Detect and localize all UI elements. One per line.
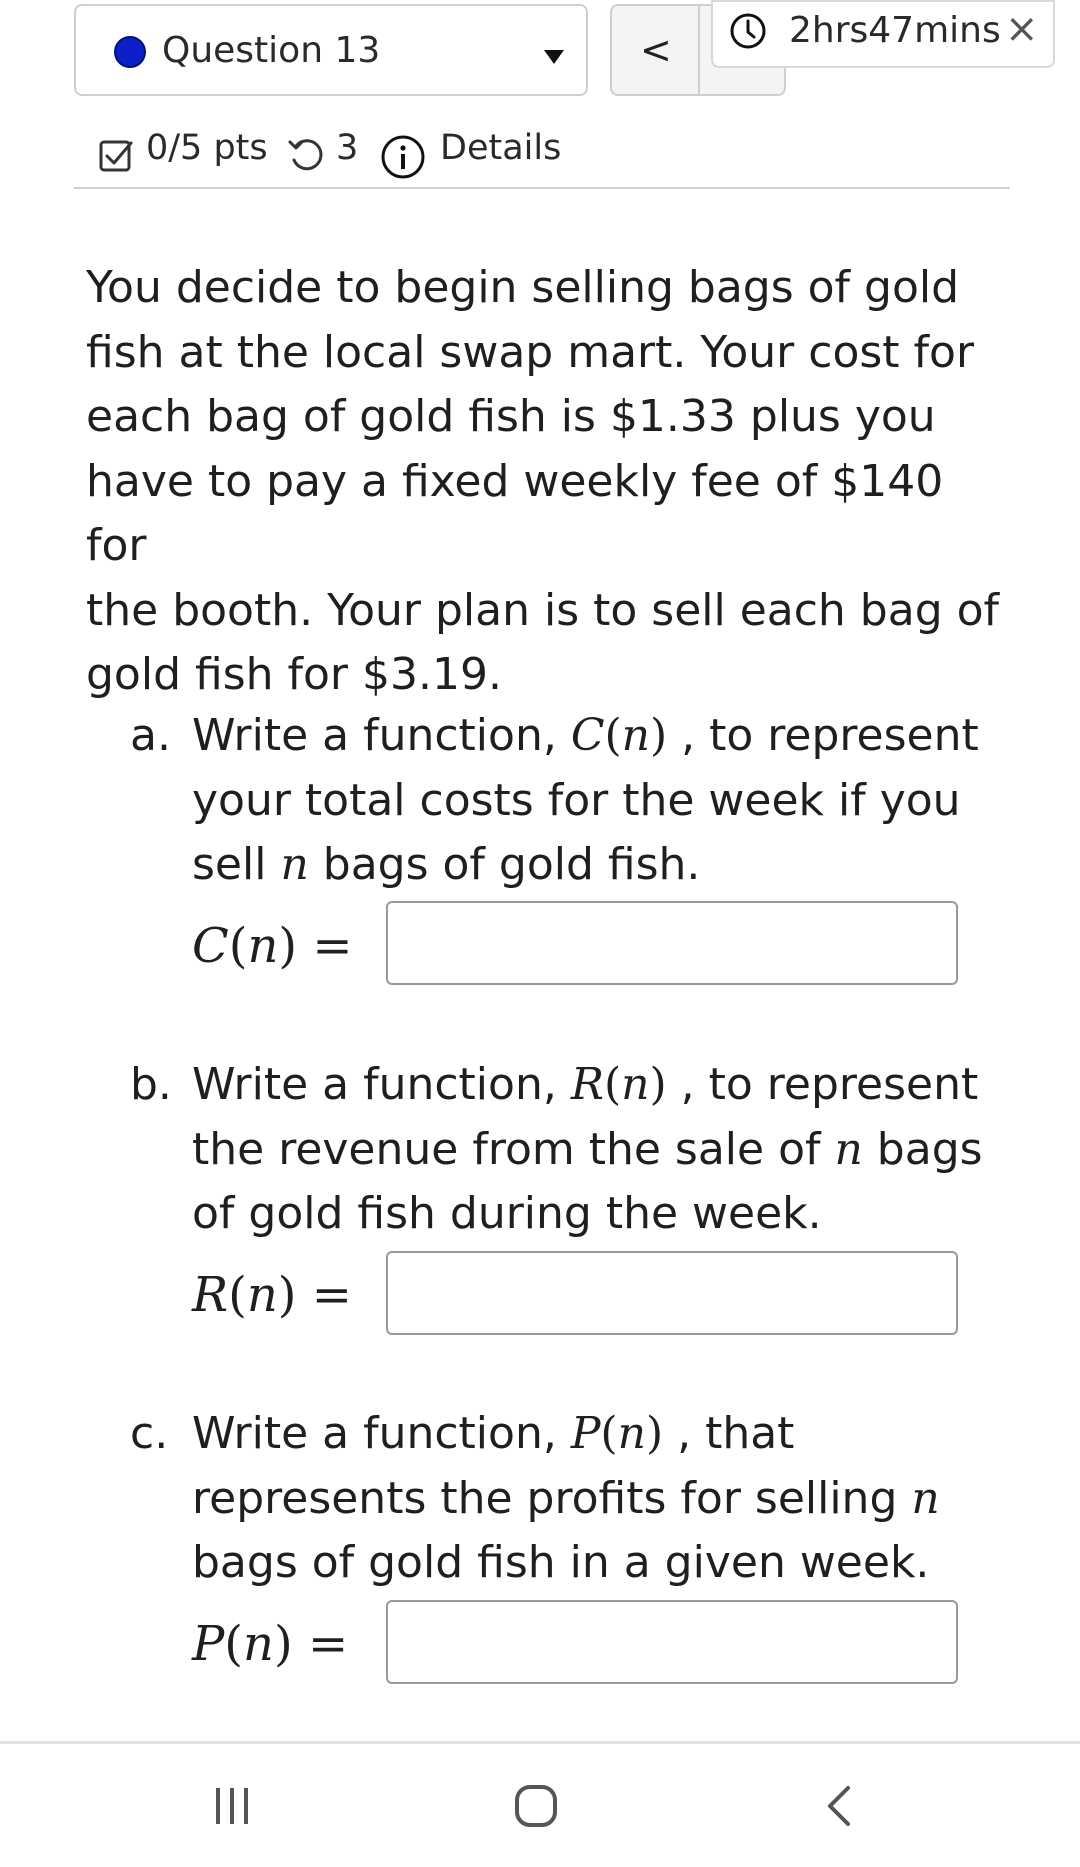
question-line: gold fish for $3.19. bbox=[86, 649, 502, 700]
points-text: 0/5 pts bbox=[146, 128, 268, 168]
home-icon[interactable] bbox=[512, 1782, 560, 1830]
recents-icon[interactable] bbox=[210, 1784, 254, 1828]
variable-symbol: n bbox=[911, 1472, 940, 1524]
variable-symbol: n bbox=[280, 839, 309, 890]
part-letter: b. bbox=[130, 1059, 172, 1110]
details-link[interactable]: Details bbox=[440, 128, 562, 168]
prompt-text: , that bbox=[677, 1408, 795, 1459]
prompt-text: Write a function, bbox=[192, 1059, 571, 1110]
info-icon[interactable] bbox=[380, 134, 426, 180]
question-selector[interactable] bbox=[74, 4, 588, 96]
question-line: the booth. Your plan is to sell each bag of bbox=[86, 584, 1000, 636]
prompt-text: bags of gold fish. bbox=[308, 839, 701, 890]
prompt-text: represents the profits for selling bbox=[192, 1472, 912, 1524]
prompt-text: sell bbox=[192, 839, 281, 890]
question-line: fish at the local swap mart. Your cost for bbox=[86, 326, 975, 378]
part-b bbox=[130, 1053, 1010, 1253]
button-divider bbox=[698, 6, 700, 94]
part-b-prompt bbox=[192, 1053, 1012, 1247]
question-meta bbox=[74, 128, 1010, 184]
attempts-count: 3 bbox=[336, 128, 359, 168]
clock-icon bbox=[729, 12, 767, 50]
question-line: each bag of gold fish is $1.33 plus you bbox=[86, 391, 936, 442]
retry-icon bbox=[286, 136, 326, 176]
question-selector-label: Question 13 bbox=[162, 30, 381, 71]
prompt-text: your total costs for the week if you bbox=[192, 774, 961, 826]
part-c bbox=[130, 1402, 1010, 1602]
answer-input-r[interactable] bbox=[386, 1251, 958, 1335]
variable-symbol: n bbox=[834, 1123, 863, 1175]
function-symbol: R(n) bbox=[570, 1059, 667, 1110]
timer-popover bbox=[711, 0, 1055, 68]
question-status-dot bbox=[114, 36, 146, 68]
prompt-text: Write a function, bbox=[192, 710, 571, 761]
caret-down-icon bbox=[544, 50, 564, 64]
prompt-text: , to represent bbox=[680, 1059, 979, 1110]
question-text bbox=[86, 256, 1006, 708]
prompt-text: Write a function, bbox=[192, 1408, 571, 1459]
part-c-prompt bbox=[192, 1402, 1012, 1596]
prompt-text: , to represent bbox=[681, 710, 979, 761]
function-symbol: C(n) bbox=[570, 710, 668, 761]
prompt-text: of gold fish during the week. bbox=[192, 1188, 822, 1239]
function-symbol: P(n) bbox=[570, 1408, 664, 1459]
answer-input-p[interactable] bbox=[386, 1600, 958, 1684]
close-icon[interactable]: × bbox=[1005, 6, 1039, 52]
back-icon[interactable] bbox=[820, 1784, 860, 1828]
part-a bbox=[130, 704, 1010, 904]
prompt-text: bags bbox=[862, 1123, 983, 1175]
prompt-text: bags of gold fish in a given week. bbox=[192, 1537, 930, 1588]
prompt-text: the revenue from the sale of bbox=[192, 1123, 835, 1175]
question-line: You decide to begin selling bags of gold bbox=[86, 262, 960, 313]
answer-label-c: C(n) = bbox=[192, 918, 353, 974]
meta-divider bbox=[74, 187, 1010, 189]
part-letter: a. bbox=[130, 710, 171, 761]
part-letter: c. bbox=[130, 1408, 169, 1459]
question-line: have to pay a fixed weekly fee of $140 for bbox=[86, 455, 944, 571]
chevron-left-icon: < bbox=[640, 28, 672, 72]
answer-label-p: P(n) = bbox=[192, 1616, 349, 1672]
system-nav-bar bbox=[0, 1744, 1080, 1867]
timer-text: 2hrs47mins bbox=[789, 10, 1001, 51]
answer-label-r: R(n) = bbox=[192, 1267, 352, 1323]
part-a-prompt bbox=[192, 704, 1012, 898]
checkbox-icon bbox=[98, 138, 134, 174]
answer-input-c[interactable] bbox=[386, 901, 958, 985]
